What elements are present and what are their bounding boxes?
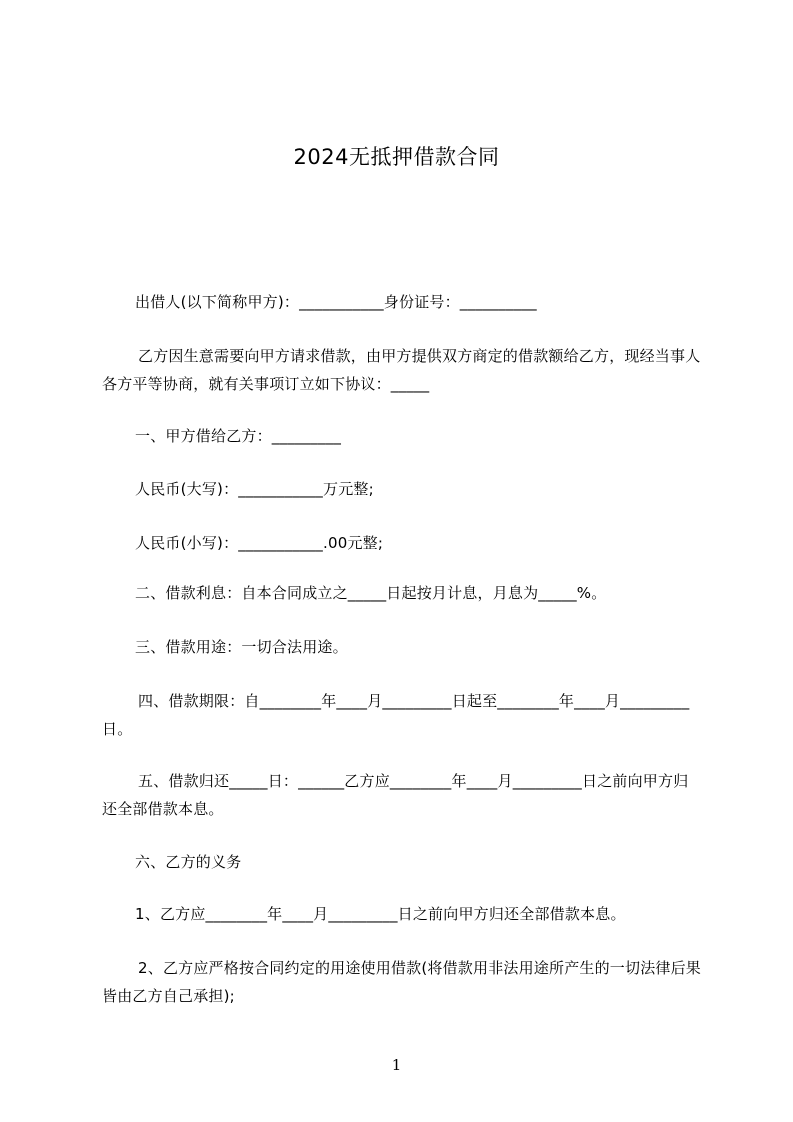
obligation-2: 2、乙方应严格按合同约定的用途使用借款(将借款用非法用途所产生的一切法律后果皆由乙方自己承担);: [102, 959, 701, 1005]
page-number: 1: [391, 1056, 402, 1074]
clause-2-interest: 二、借款利息：自本合同成立之_____日起按月计息，月息为_____%。: [135, 584, 607, 602]
document-title: 2024无抵押借款合同: [293, 145, 500, 169]
preamble-paragraph: 乙方因生意需要向甲方请求借款，由甲方提供双方商定的借款额给乙方，现经当事人各方平等协商，就有关事项订立如下协议：_____: [102, 347, 701, 393]
lender-line: 出借人(以下简称甲方)：___________身份证号：__________: [135, 293, 537, 311]
clause-4-term: 四、借款期限：自________年____月_________日起至________年____月_________日。: [102, 692, 690, 738]
clause-6-heading: 六、乙方的义务: [135, 853, 242, 871]
clause-1-loan: 一、甲方借给乙方：_________: [135, 427, 342, 445]
rmb-lowercase-line: 人民币(小写)：___________.00元整;: [135, 534, 384, 552]
obligation-1: 1、乙方应________年____月_________日之前向甲方归还全部借款本息。: [135, 905, 626, 923]
clause-5-repayment: 五、借款归还_____日：______乙方应________年____月_________日之前向甲方归还全部借款本息。: [102, 772, 689, 818]
rmb-uppercase-line: 人民币(大写)：___________万元整;: [135, 480, 374, 498]
clause-3-purpose: 三、借款用途：一切合法用途。: [135, 638, 348, 656]
